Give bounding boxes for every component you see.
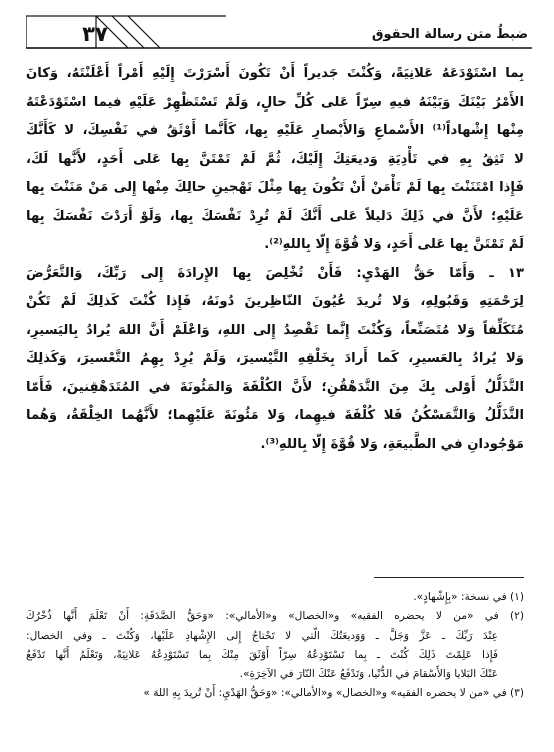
footnote-2-line: عَنْكَ البَلايا وَالأَسْقامَ في الدُّنْيا، وَتَدْفَعُ عَنْكَ النّارَ في الآخِرَةِ». <box>239 668 498 681</box>
footnote-separator <box>374 577 524 578</box>
footnote-2-line: فَإِذا عَلِمْتَ ذَلِكَ كُنْتَ ـ بِما تَسْتَوْدِعُهُ سِرّاً أَوْثَقَ مِنْكَ بِما تَسْتَوْدِعُهُ عَلانِيَةً، وَتَعْلَمُ أَنَّها تَدْفَعُ <box>26 648 498 661</box>
text-line: فَإِذا امْتَنَنْتَ بِها لَمْ تَأْمَنْ أَنْ تَكُونَ بِها مِثْلَ تَهْجينِ حالِكَ مِنْها إِلى مَنْ مَنَنْتَ بِها <box>26 180 524 195</box>
footnote-text: في نسخة: «بِإِشْهادٍ». <box>413 591 507 603</box>
text-line: بِما اسْتَوْدَعَهُ عَلانِيَةً، وَكُنْتَ جَديراً أَنْ تَكُونَ أَسْرَرْتَ إِلَيْهِ أَمْراً أَعْلَنْتَهُ، وَكانَ <box>26 66 524 81</box>
footnote-3 <box>26 684 524 703</box>
footnote-number: (١) <box>510 591 524 603</box>
text-line: الأَمْرُ بَيْنَكَ وَبَيْنَهُ فيهِ سِرّاً عَلى كُلِّ حالٍ، وَلَمْ تَسْتَظْهِرْ عَلَيْهِ فيما اسْتَوْدَعْتَهُ <box>26 94 524 110</box>
text-line: عَلَيْهِ؛ لأَنَّ في ذَلِكَ دَليلاً عَلى أَنَّكَ لَمْ تُرِدْ نَفْسَكَ بِها، وَلَوْ أَرَدْتَ نَفْسَكَ بِها <box>26 208 524 224</box>
text-line: ١٣ ـ وَأَمّا حَقُّ الهَدْيِ: فَأَنْ تُخْلِصَ بِها الإِرادَةَ إِلى رَبِّكَ، وَالتَّعَرُّضَ <box>26 265 524 281</box>
text-line: مُتَكَلِّفاً وَلا مُتَصَنِّعاً، وَكُنْتَ إِنَّما تَقْصِدُ إِلى اللهِ، وَاعْلَمْ أَنَّ اللهَ يُرادُ بِاليَسيرِ، <box>26 322 524 338</box>
text-line: مَوْجُودانِ في الطَّبيعَةِ، وَلا قُوَّةَ إِلّا بِاللهِ⁽³⁾. <box>260 436 524 452</box>
text-line: لِرَحْمَتِهِ وَقَبُولِهِ، وَلا تُريدَ عُيُونَ النّاظِرينَ دُونَهُ، فَإِذا كُنْتَ كَذلِكَ لَمْ تَكُنْ <box>26 294 524 309</box>
footnote-1 <box>26 588 524 607</box>
text-line: لَمْ تَمْتَنَّ بِها عَلى أَحَدٍ، وَلا قُوَّةَ إِلّا بِاللهِ⁽²⁾. <box>264 237 524 252</box>
text-line: وَلا يُرادُ بِالعَسيرِ، كَما أَرادَ بِخَلْقِهِ التَّيْسيرَ، وَلَمْ يُرِدْ بِهِمُ التَّعْسيرَ، وَكَذلِكَ <box>26 351 524 366</box>
footnote-number: (٢) <box>510 610 524 623</box>
footnote-2-line: عِنْدَ رَبِّكَ ـ عَزَّ وَجَلَّ ـ وَوَديعَتُكَ الَّتي لا تَحْتاجُ إِلى الإِشْهادِ عَلَيْها، وَكُنْتَ ـ وفي الخصال: <box>26 629 498 642</box>
text-line: لا تَثِقُ بِهِ في تَأْدِيَةِ وَديعَتِكَ إِلَيْكَ، ثُمَّ لَمْ تَمْتَنَّ بِها عَلى أَحَدٍ، لأَنَّها لَكَ، <box>26 151 524 167</box>
text-line: مِنْها إِشْهاداً⁽¹⁾ الأَسْماعِ وَالأَبْصارِ عَلَيْهِ بِها، كَأَنَّما أَوْثَقُ في نَفْسِكَ، لا كَأَنَّكَ <box>26 123 524 138</box>
running-title: ضبطُ متن رسالة الحقوق <box>371 27 528 42</box>
footnote-number: (٣) <box>510 687 524 700</box>
page-number: ٣٧ <box>82 22 108 46</box>
footnote-text: في «من لا يحضره الفقيه» و«الخصال» و«الأمالي»: «وَحَقُّ الصَّدَقَةِ: أَنْ تَعْلَمَ أَنَّها ذُخْرُكَ <box>26 610 499 623</box>
text-line: التَّذَلُّلُ وَالتَّمَسْكُنُ فَلا كُلْفَةَ فيهِما، وَلا مَئُونَةَ عَلَيْهِما؛ لأَنَّهُما الخِلْقَةُ، وَهُما <box>26 408 524 423</box>
footnote-text: في «من لا يحضره الفقيه» و«الخصال» و«الأمالي»: «وَحَقُّ الهَدْيِ: أَنْ تُريدَ بِهِ اللهَ » <box>143 687 507 700</box>
page-header <box>26 12 532 52</box>
footnote-2 <box>26 607 524 626</box>
main-text <box>26 60 524 459</box>
footnotes <box>26 588 524 704</box>
text-line: التَّذَلُّلُ أَوْلى بِكَ مِنَ التَّدَهْقُنِ؛ لأَنَّ الكُلْفَةَ وَالمَئُونَةَ في المُتَدَهْقِنينَ، فَأَمّا <box>26 379 524 395</box>
